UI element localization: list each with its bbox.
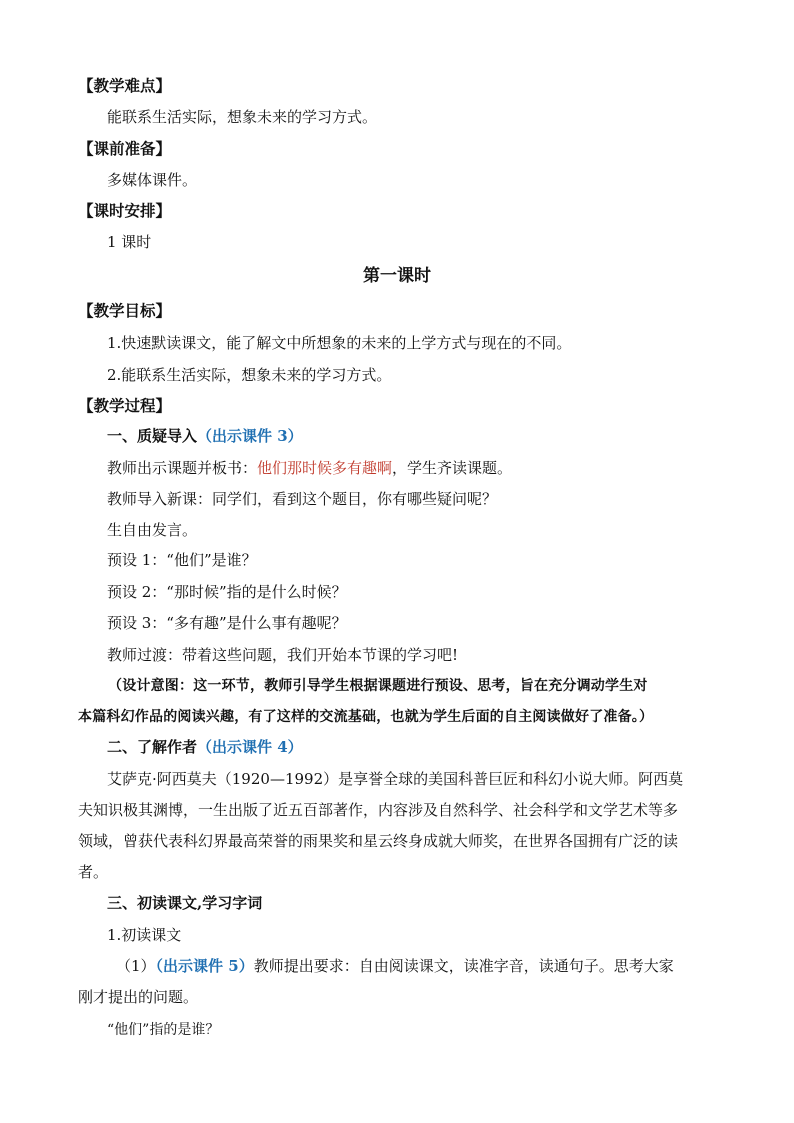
part1-heading: 一、质疑导入 [107, 427, 198, 445]
part1-line-1 [107, 461, 512, 476]
item-text: 教师提出要求：自由阅读课文，读准字音，读通句子。思考大家 [253, 957, 674, 975]
schedule-text: 1 课时 [107, 233, 152, 251]
part3-heading: 三、初读课文,学习字词 [107, 894, 263, 912]
part2-heading-line [107, 740, 303, 755]
author-bio-line-3: 领域，曾获代表科幻界最高荣誉的雨果奖和星云终身成就大师奖，在世界各国拥有广泛的读 [78, 832, 679, 850]
author-bio-line-4: 者。 [78, 863, 109, 881]
part1-heading-line [107, 429, 303, 444]
process-heading: 【教学过程】 [78, 396, 172, 415]
part3-item-1 [116, 959, 674, 974]
part1-slide-tag: （出示课件 3） [197, 427, 303, 445]
author-bio-line-1: 艾萨克·阿西莫夫（1920—1992）是享誉全球的美国科普巨匠和科幻小说大师。阿西莫 [107, 770, 684, 788]
prep-text: 多媒体课件。 [107, 171, 198, 189]
goals-heading: 【教学目标】 [78, 301, 172, 320]
goal-item-2: 2.能联系生活实际，想象未来的学习方式。 [107, 366, 392, 384]
difficulty-heading: 【教学难点】 [78, 76, 172, 95]
part1-line-3: 生自由发言。 [107, 521, 198, 539]
part3-item-1-cont: 刚才提出的问题。 [78, 988, 199, 1006]
part1-line-1-b: ，学生齐读课题。 [392, 459, 513, 477]
part3-slide-tag: （出示课件 5） [155, 957, 254, 975]
schedule-heading: 【课时安排】 [78, 201, 172, 220]
part3-sub-1: 1.初读课文 [107, 926, 182, 944]
design-intent-line-2: 本篇科幻作品的阅读兴趣，有了这样的交流基础，也就为学生后面的自主阅读做好了准备。） [78, 709, 654, 725]
difficulty-text: 能联系生活实际，想象未来的学习方式。 [107, 108, 378, 126]
prep-heading: 【课前准备】 [78, 139, 172, 158]
part2-slide-tag: （出示课件 4） [197, 738, 303, 756]
part1-line-1-a: 教师出示课题并板书： [107, 459, 258, 477]
preset-2: 预设 2：“那时候”指的是什么时候？ [107, 583, 347, 601]
lesson-title-highlight: 他们那时候多有趣啊 [257, 459, 393, 477]
preset-1: 预设 1：“他们”是谁？ [107, 551, 257, 569]
part1-line-2: 教师导入新课：同学们，看到这个题目，你有哪些疑问呢？ [107, 490, 498, 508]
part1-transition: 教师过渡：带着这些问题，我们开始本节课的学习吧! [107, 646, 459, 664]
preset-3: 预设 3：“多有趣”是什么事有趣呢？ [107, 614, 347, 632]
part2-heading: 二、了解作者 [107, 738, 198, 756]
design-intent-line-1: （设计意图：这一环节，教师引导学生根据课题进行预设、思考，旨在充分调动学生对 [108, 678, 648, 694]
lesson-title: 第一课时 [363, 266, 431, 286]
part3-question: “他们”指的是谁？ [107, 1022, 220, 1038]
author-bio-line-2: 夫知识极其渊博，一生出版了近五百部著作，内容涉及自然科学、社会科学和文学艺术等多 [78, 801, 679, 819]
item-number: （1） [116, 957, 156, 975]
goal-item-1: 1.快速默读课文，能了解文中所想象的未来的上学方式与现在的不同。 [107, 334, 572, 352]
